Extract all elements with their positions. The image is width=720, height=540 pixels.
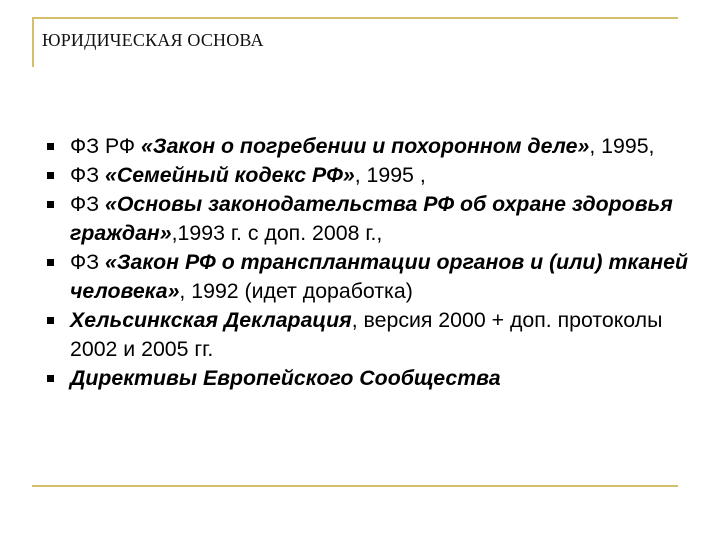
item-directive-title: Директивы Европейского Сообщества bbox=[70, 366, 501, 390]
item-law-title: «Закон о погребении и похоронном деле» bbox=[141, 134, 590, 158]
list-item bbox=[40, 132, 690, 161]
list-item bbox=[40, 248, 690, 306]
decorative-top-line bbox=[32, 17, 678, 19]
item-suffix: , 1995 , bbox=[354, 163, 426, 187]
item-law-title: «Закон РФ о трансплантации органов и (или) тканей человека» bbox=[70, 250, 688, 303]
list-item bbox=[40, 364, 690, 393]
square-bullet-icon bbox=[47, 375, 54, 382]
decorative-bottom-line bbox=[32, 485, 678, 487]
item-law-title: «Основы законодательства РФ об охране здоровья граждан» bbox=[70, 192, 673, 245]
square-bullet-icon bbox=[47, 259, 54, 266]
item-prefix: ФЗ РФ bbox=[70, 134, 142, 158]
item-prefix: ФЗ bbox=[70, 163, 105, 187]
square-bullet-icon bbox=[47, 143, 54, 150]
item-law-title: «Семейный кодекс РФ» bbox=[104, 163, 355, 187]
slide-title: ЮРИДИЧЕСКАЯ ОСНОВА bbox=[42, 30, 264, 50]
decorative-vertical-line bbox=[32, 17, 34, 67]
list-item bbox=[40, 161, 690, 190]
item-prefix: ФЗ bbox=[70, 250, 105, 274]
square-bullet-icon bbox=[47, 201, 54, 208]
list-item bbox=[40, 190, 690, 248]
item-prefix: ФЗ bbox=[70, 192, 105, 216]
legal-basis-list bbox=[40, 132, 690, 393]
item-suffix: , версия 2000 + доп. протоколы 2002 и 2005 гг. bbox=[70, 308, 663, 361]
list-item bbox=[40, 306, 690, 364]
square-bullet-icon bbox=[47, 172, 54, 179]
item-suffix: , 1992 (идет доработка) bbox=[179, 279, 413, 303]
item-suffix: ,1993 г. с доп. 2008 г., bbox=[171, 221, 383, 245]
square-bullet-icon bbox=[47, 317, 54, 324]
item-suffix: , 1995, bbox=[589, 134, 655, 158]
item-declaration-title: Хельсинкская Декларация bbox=[70, 308, 352, 332]
